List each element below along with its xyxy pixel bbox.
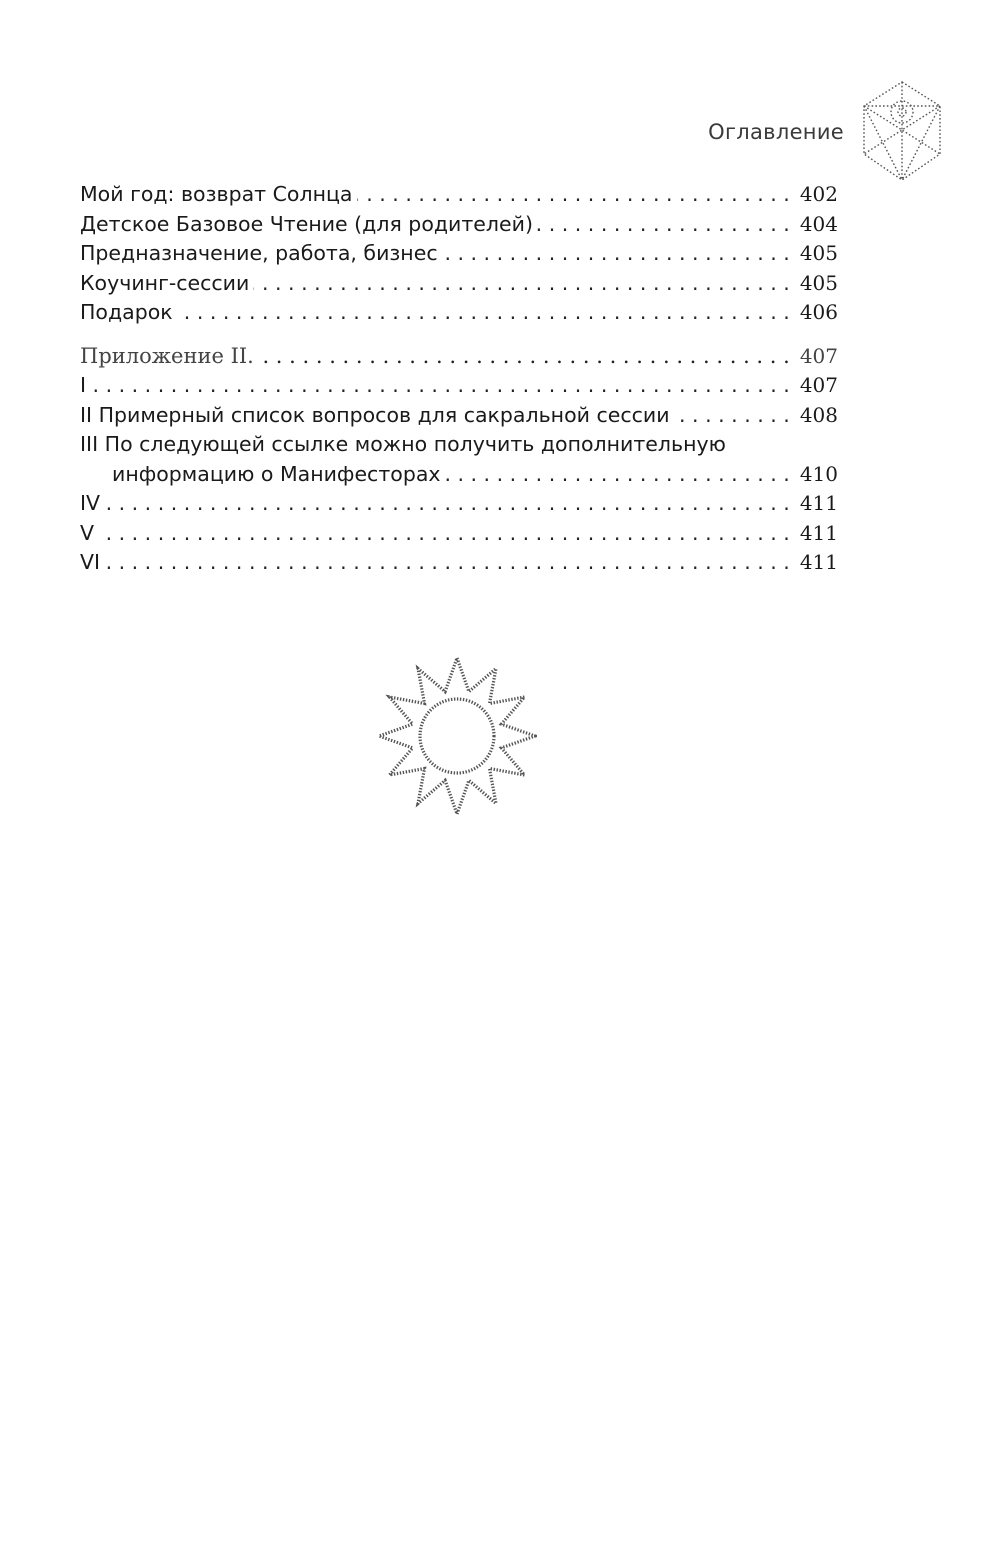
toc-entry-label: I — [80, 373, 87, 397]
toc-entry-page: 406 — [799, 300, 838, 324]
dot-leader — [357, 180, 790, 210]
toc-entry-page: 411 — [799, 491, 838, 515]
toc-entry[interactable] — [80, 548, 838, 578]
dot-leader — [258, 342, 790, 372]
toc-entry-label-line1: III По следующей ссылке можно получить дополнительную — [80, 432, 726, 456]
toc-entry[interactable] — [80, 210, 838, 240]
toc-entry-page: 405 — [799, 241, 838, 265]
toc-entry-multiline-second[interactable] — [80, 460, 838, 490]
page-header — [0, 118, 1000, 158]
dot-leader — [253, 269, 790, 299]
toc-entry[interactable] — [80, 519, 838, 549]
toc-entry-label-line2: информацию о Манифесторах — [112, 461, 441, 486]
toc-appendix-label: Приложение II. — [80, 343, 254, 368]
toc-entry[interactable] — [80, 239, 838, 269]
toc-entry-page: 411 — [799, 550, 838, 574]
toc-entry-page: 402 — [799, 182, 838, 206]
toc-entry-label: Детское Базовое Чтение (для родителей) — [80, 211, 533, 236]
dot-leader — [442, 239, 790, 269]
toc-entry-label: VI — [80, 550, 101, 574]
toc-entry[interactable] — [80, 489, 838, 519]
dot-leader — [674, 401, 790, 431]
dot-leader — [104, 548, 790, 578]
toc-entry[interactable] — [80, 180, 838, 210]
toc-entry[interactable] — [80, 298, 838, 328]
toc-entry[interactable] — [80, 401, 838, 431]
geometric-bodygraph-icon — [856, 76, 948, 190]
sun-icon — [377, 653, 537, 819]
dot-leader — [445, 460, 790, 490]
dot-leader — [104, 489, 790, 519]
dot-leader — [537, 210, 790, 240]
toc-entry-label: Подарок — [80, 300, 173, 324]
toc-entry-label: IV — [80, 491, 101, 515]
toc-appendix-heading[interactable] — [80, 342, 838, 372]
toc-entry[interactable] — [80, 269, 838, 299]
toc-entry-page: 404 — [799, 211, 838, 236]
toc-entry-label: Коучинг-сессии — [80, 270, 250, 295]
toc-entry-page: 408 — [799, 402, 838, 427]
table-of-contents — [80, 180, 838, 578]
running-header-title: Оглавление — [708, 120, 844, 144]
toc-entry-page: 411 — [799, 520, 838, 545]
dot-leader — [98, 519, 790, 549]
dot-leader — [177, 298, 790, 328]
toc-entry-page: 405 — [799, 270, 838, 295]
toc-entry-page: 407 — [799, 373, 838, 397]
toc-entry-page: 410 — [799, 461, 838, 486]
toc-appendix-page: 407 — [799, 343, 838, 368]
toc-entry-label: II Примерный список вопросов для сакральной сессии — [80, 402, 670, 427]
toc-entry[interactable] — [80, 371, 838, 401]
toc-entry-label: V — [80, 520, 95, 545]
toc-entry-label: Мой год: возврат Солнца — [80, 182, 353, 206]
dot-leader — [90, 371, 790, 401]
toc-entry-label: Предназначение, работа, бизнес — [80, 241, 438, 265]
toc-entry-multiline-first[interactable] — [80, 430, 838, 460]
